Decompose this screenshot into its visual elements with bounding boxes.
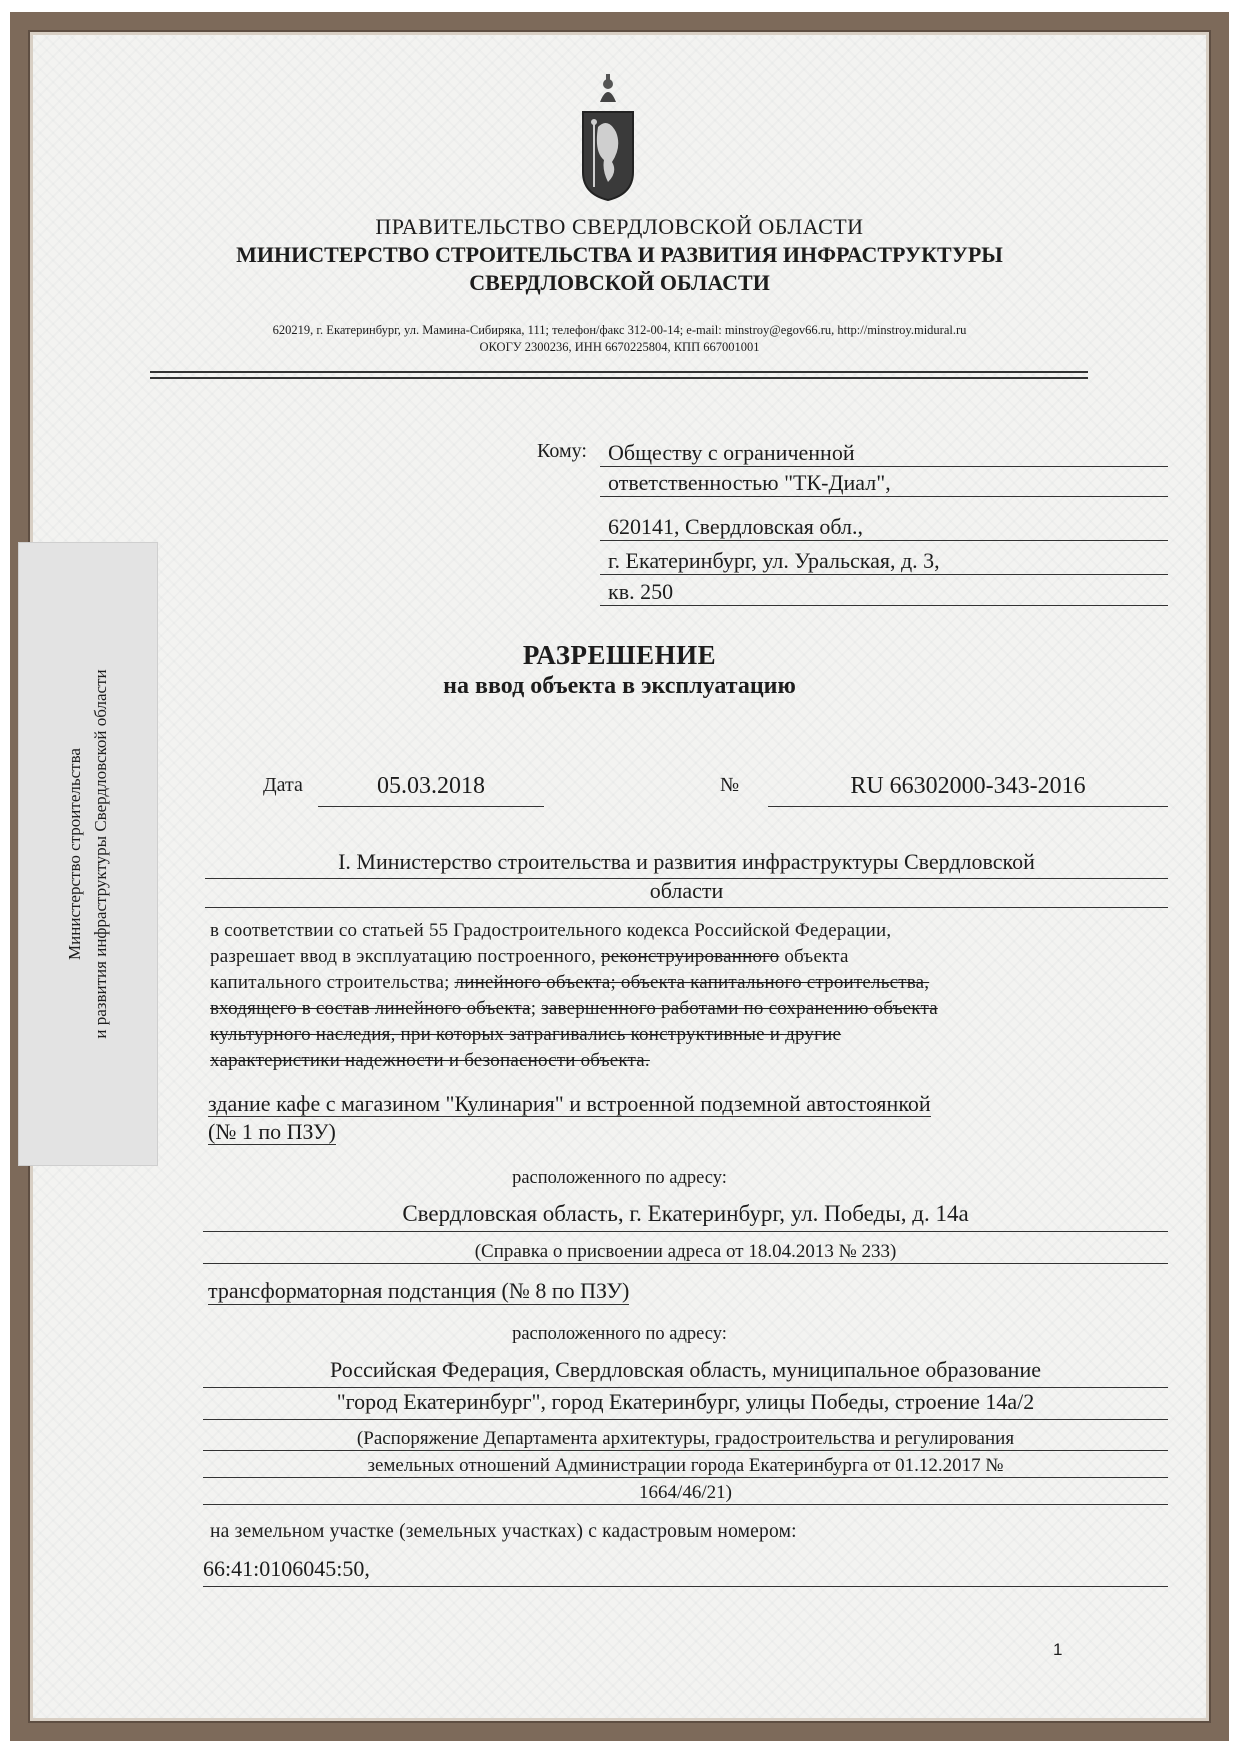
contact-line: 620219, г. Екатеринбург, ул. Мамина-Сибиряка, 111; телефон/факс 312-00-14; e-mail: minstroy@egov66.ru, http://minstroy.midural.ru (272, 323, 967, 337)
body-fragment: объекта (784, 946, 849, 967)
struck-fragment: завершенного работами по сохранению объекта (541, 998, 938, 1019)
stamp-line: Министерство строительства (65, 748, 84, 960)
contact-details (0, 322, 1239, 356)
address-note: (Распоряжение Департамента архитектуры, градостроительства и регулирования (203, 1428, 1168, 1451)
address-label: расположенного по адресу: (512, 1168, 727, 1188)
body-fragment: капитального строительства; (210, 972, 450, 993)
number-label: № (720, 774, 740, 796)
permit-number: RU 66302000-343-2016 (768, 773, 1168, 807)
recipient-line: кв. 250 (600, 579, 1168, 606)
body-fragment: ; (530, 998, 537, 1019)
document-subtitle: на ввод объекта в эксплуатацию (443, 673, 796, 699)
registration-stamp (18, 542, 158, 1166)
header-divider (150, 371, 1088, 373)
address-note: (Справка о присвоении адреса от 18.04.2013 № 233) (203, 1241, 1168, 1264)
date-value: 05.03.2018 (318, 773, 544, 807)
address-note: земельных отношений Администрации города Екатеринбурга от 01.12.2017 № (203, 1455, 1168, 1478)
struck-line: культурного наследия, при которых затрагивались конструктивные и другие (210, 1024, 842, 1045)
struck-fragment: линейного объекта; объекта капитального строительства, (454, 972, 930, 993)
object-name: трансформаторная подстанция (№ 8 по ПЗУ) (208, 1278, 630, 1303)
struck-fragment: реконструированного (601, 946, 780, 967)
document-title: РАЗРЕШЕНИЕ (522, 640, 717, 670)
registration-line: ОКОГУ 2300236, ИНН 6670225804, КПП 667001001 (479, 340, 760, 354)
body-line (210, 944, 938, 970)
recipient-line: ответственностью "ТК-Диал", (600, 470, 1168, 497)
object-line: (№ 1 по ПЗУ) (208, 1119, 336, 1144)
object-address: Российская Федерация, Свердловская область, муниципальное образование (203, 1357, 1168, 1388)
date-label: Дата (263, 774, 303, 796)
address-label: расположенного по адресу: (512, 1324, 727, 1344)
body-paragraph (210, 918, 938, 1074)
ministry-title: МИНИСТЕРСТВО СТРОИТЕЛЬСТВА И РАЗВИТИЯ ИНФРАСТРУКТУРЫ (236, 242, 1003, 267)
object-address: "город Екатеринбург", город Екатеринбург, улицы Победы, строение 14а/2 (203, 1389, 1168, 1420)
body-line (210, 970, 938, 996)
body-fragment: разрешает ввод в эксплуатацию построенного, (210, 946, 597, 967)
issuer-line: I. Министерство строительства и развития инфраструктуры Свердловской (205, 849, 1168, 879)
object-name (208, 1090, 1170, 1146)
address-note: 1664/46/21) (203, 1482, 1168, 1505)
recipient-line: Обществу с ограниченной (600, 440, 1168, 467)
header-divider (150, 377, 1088, 379)
issuer-line: области (205, 878, 1168, 908)
land-label: на земельном участке (земельных участках) с кадастровым номером: (210, 1521, 797, 1542)
body-line: в соответствии со статьей 55 Градостроительного кодекса Российской Федерации, (210, 920, 892, 941)
object-address: Свердловская область, г. Екатеринбург, ул. Победы, д. 14а (203, 1201, 1168, 1232)
recipient-line: 620141, Свердловская обл., (600, 514, 1168, 541)
government-title: ПРАВИТЕЛЬСТВО СВЕРДЛОВСКОЙ ОБЛАСТИ (375, 214, 864, 239)
ministry-title-region: СВЕРДЛОВСКОЙ ОБЛАСТИ (469, 270, 770, 295)
struck-line: характеристики надежности и безопасности объекта. (210, 1050, 650, 1071)
cadastral-number: 66:41:0106045:50, (203, 1556, 1168, 1587)
recipient-line: г. Екатеринбург, ул. Уральская, д. 3, (600, 548, 1168, 575)
recipient-label: Кому: (537, 440, 587, 462)
stamp-line: и развития инфраструктуры Свердловской области (91, 669, 110, 1039)
object-line: здание кафе с магазином "Кулинария" и встроенной подземной автостоянкой (208, 1091, 931, 1116)
page-number: 1 (1053, 1640, 1063, 1659)
struck-fragment: входящего в состав линейного объекта (210, 998, 531, 1019)
body-line (210, 996, 938, 1022)
coat-of-arms-icon (578, 72, 638, 202)
